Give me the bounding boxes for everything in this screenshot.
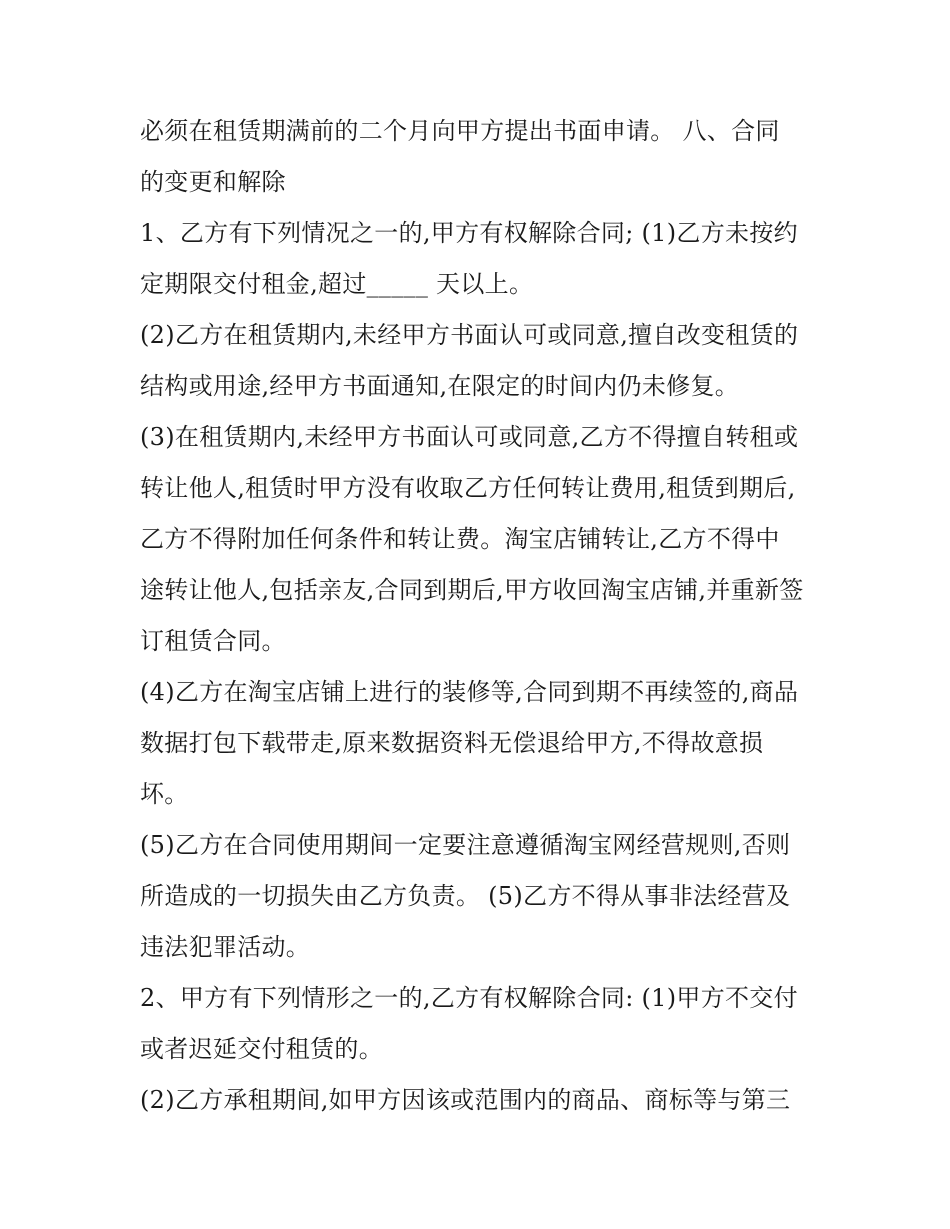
text-line: 违法犯罪活动。 xyxy=(140,933,311,961)
text-line: (4)乙方在淘宝店铺上进行的装修等,合同到期不再续签的,商品 xyxy=(140,678,799,706)
text-line: 订租赁合同。 xyxy=(140,627,286,655)
text-line: 定期限交付租金,超过_____ 天以上。 xyxy=(140,270,534,298)
contract-text xyxy=(140,106,820,1126)
text-line: 1、乙方有下列情况之一的,甲方有权解除合同; (1)乙方未按约 xyxy=(140,219,798,247)
text-line: 的变更和解除 xyxy=(140,168,286,196)
text-line: 2、甲方有下列情形之一的,乙方有权解除合同: (1)甲方不交付 xyxy=(140,984,798,1012)
text-line: 必须在租赁期满前的二个月向甲方提出书面申请。 八、合同 xyxy=(140,117,780,145)
text-line: (3)在租赁期内,未经甲方书面认可或同意,乙方不得擅自转租或 xyxy=(140,423,799,451)
text-line: (2)乙方在租赁期内,未经甲方书面认可或同意,擅自改变租赁的 xyxy=(140,321,799,349)
text-line: 坏。 xyxy=(140,780,189,808)
text-line: (5)乙方在合同使用期间一定要注意遵循淘宝网经营规则,否则 xyxy=(140,831,791,859)
text-line: 所造成的一切损失由乙方负责。 (5)乙方不得从事非法经营及 xyxy=(140,882,791,910)
text-line: 乙方不得附加任何条件和转让费。淘宝店铺转让,乙方不得中 xyxy=(140,525,780,553)
text-line: 转让他人,租赁时甲方没有收取乙方任何转让费用,租赁到期后, xyxy=(140,474,796,502)
text-line: (2)乙方承租期间,如甲方因该或范围内的商品、商标等与第三 xyxy=(140,1086,791,1114)
text-line: 数据打包下载带走,原来数据资料无偿退给甲方,不得故意损 xyxy=(140,729,764,757)
text-line: 结构或用途,经甲方书面通知,在限定的时间内仍未修复。 xyxy=(140,372,740,400)
text-line: 途转让他人,包括亲友,合同到期后,甲方收回淘宝店铺,并重新签 xyxy=(140,576,804,604)
text-line: 或者迟延交付租赁的。 xyxy=(140,1035,383,1063)
